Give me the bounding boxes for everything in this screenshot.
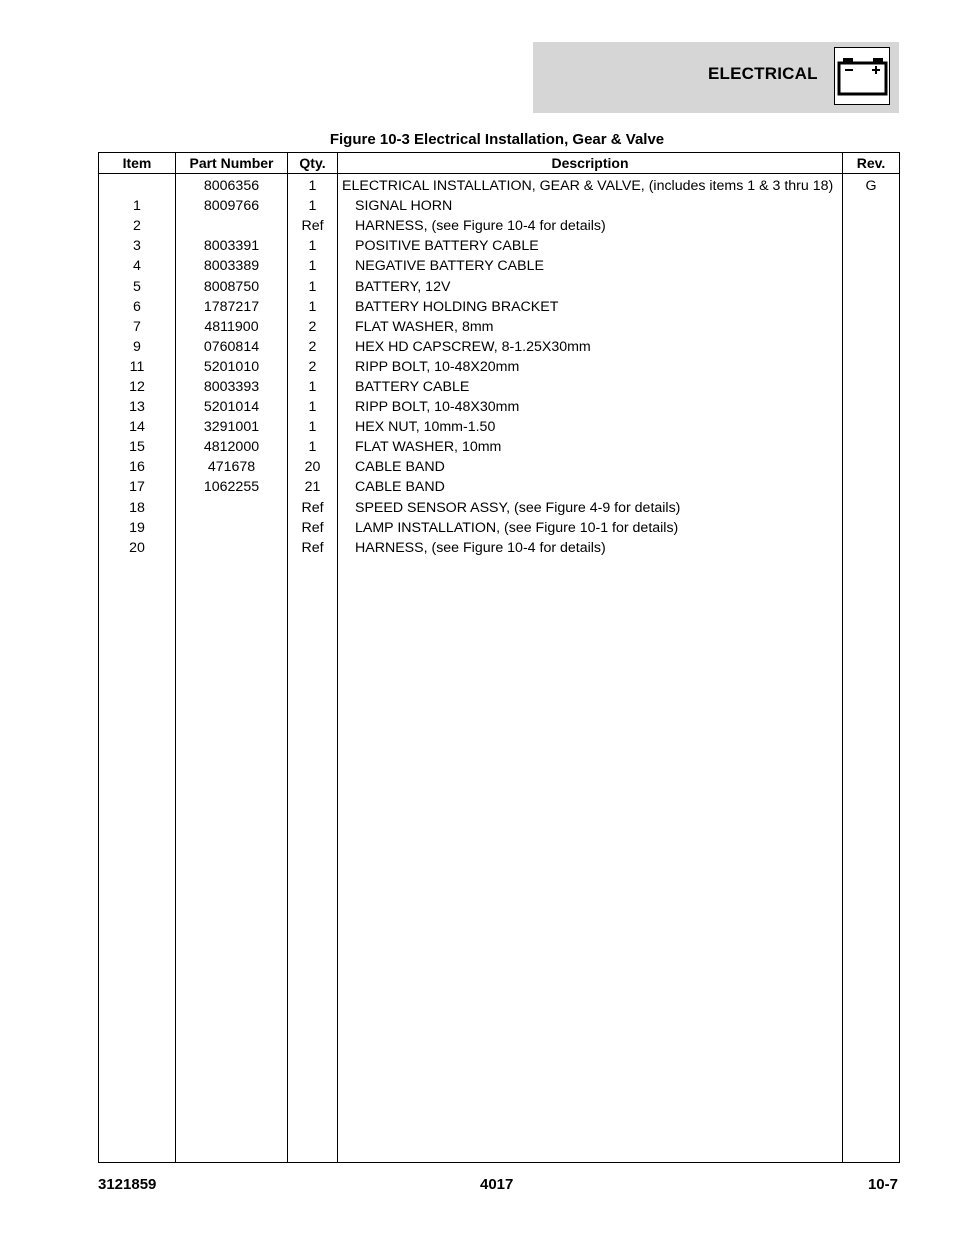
table-row [99, 397, 900, 417]
cell-rev [843, 317, 900, 337]
column-header-rev: Rev. [843, 153, 900, 174]
cell-desc: LAMP INSTALLATION, (see Figure 10-1 for details) [338, 518, 843, 538]
footer-document-number: 3121859 [98, 1176, 157, 1193]
table-row [99, 437, 900, 457]
table-row [99, 518, 900, 538]
cell-qty: 1 [288, 437, 338, 457]
cell-rev [843, 236, 900, 256]
footer-page-number: 10-7 [867, 1176, 898, 1193]
cell-item: 11 [99, 357, 176, 377]
table-row [99, 297, 900, 317]
cell-item: 6 [99, 297, 176, 317]
cell-desc: RIPP BOLT, 10-48X30mm [338, 397, 843, 417]
cell-qty: 2 [288, 337, 338, 357]
cell-part: 4812000 [176, 437, 288, 457]
table-row [99, 236, 900, 256]
cell-desc: RIPP BOLT, 10-48X20mm [338, 357, 843, 377]
cell-rev [843, 457, 900, 477]
cell-qty: 1 [288, 297, 338, 317]
table-row [99, 174, 900, 197]
cell-part [176, 216, 288, 236]
cell-part [176, 538, 288, 558]
cell-qty: 1 [288, 397, 338, 417]
cell-qty: 2 [288, 317, 338, 337]
cell-rev [843, 538, 900, 558]
cell-desc: SIGNAL HORN [338, 196, 843, 216]
table-row [99, 337, 900, 357]
cell-part: 0760814 [176, 337, 288, 357]
cell-rev [843, 498, 900, 518]
cell-rev [843, 276, 900, 296]
cell-part [176, 518, 288, 538]
cell-rev [843, 437, 900, 457]
cell-desc: BATTERY HOLDING BRACKET [338, 297, 843, 317]
cell-qty: 1 [288, 417, 338, 437]
table-row [99, 417, 900, 437]
cell-desc: BATTERY CABLE [338, 377, 843, 397]
cell-desc: POSITIVE BATTERY CABLE [338, 236, 843, 256]
cell-item: 20 [99, 538, 176, 558]
table-row [99, 216, 900, 236]
table-row [99, 457, 900, 477]
table-row [99, 276, 900, 296]
cell-part: 4811900 [176, 317, 288, 337]
cell-desc: BATTERY, 12V [338, 276, 843, 296]
cell-qty: 1 [288, 276, 338, 296]
cell-part: 3291001 [176, 417, 288, 437]
empty-cell [843, 558, 900, 1163]
cell-part: 8003391 [176, 236, 288, 256]
cell-part: 8008750 [176, 276, 288, 296]
cell-qty: 2 [288, 357, 338, 377]
cell-item: 13 [99, 397, 176, 417]
cell-item: 5 [99, 276, 176, 296]
cell-qty: Ref [288, 498, 338, 518]
cell-item: 7 [99, 317, 176, 337]
cell-desc: CABLE BAND [338, 477, 843, 497]
cell-part: 8003393 [176, 377, 288, 397]
cell-rev: G [843, 174, 900, 197]
cell-qty: 1 [288, 256, 338, 276]
section-title: ELECTRICAL [708, 64, 818, 83]
cell-item: 4 [99, 256, 176, 276]
table-row [99, 377, 900, 397]
cell-qty: 20 [288, 457, 338, 477]
cell-item: 16 [99, 457, 176, 477]
cell-rev [843, 518, 900, 538]
cell-item: 3 [99, 236, 176, 256]
battery-icon [834, 47, 890, 105]
table-header-row [99, 153, 900, 174]
empty-cell [288, 558, 338, 1163]
cell-rev [843, 337, 900, 357]
cell-part: 8009766 [176, 196, 288, 216]
cell-desc: SPEED SENSOR ASSY, (see Figure 4-9 for details) [338, 498, 843, 518]
footer-model-number: 4017 [480, 1176, 514, 1193]
cell-item: 9 [99, 337, 176, 357]
cell-part: 5201014 [176, 397, 288, 417]
cell-rev [843, 377, 900, 397]
cell-rev [843, 297, 900, 317]
cell-item: 2 [99, 216, 176, 236]
cell-rev [843, 216, 900, 236]
empty-cell [338, 558, 843, 1163]
cell-part: 8006356 [176, 174, 288, 197]
table-filler-row [99, 558, 900, 1163]
cell-item: 14 [99, 417, 176, 437]
cell-part: 1787217 [176, 297, 288, 317]
cell-item: 15 [99, 437, 176, 457]
cell-rev [843, 357, 900, 377]
cell-qty: 1 [288, 174, 338, 197]
cell-rev [843, 256, 900, 276]
table-row [99, 498, 900, 518]
cell-item: 18 [99, 498, 176, 518]
table-row [99, 196, 900, 216]
cell-desc: HEX NUT, 10mm-1.50 [338, 417, 843, 437]
cell-item: 12 [99, 377, 176, 397]
cell-part [176, 498, 288, 518]
table-row [99, 477, 900, 497]
cell-qty: 21 [288, 477, 338, 497]
cell-qty: 1 [288, 236, 338, 256]
cell-part: 8003389 [176, 256, 288, 276]
column-header-item: Item [99, 153, 176, 174]
cell-qty: Ref [288, 216, 338, 236]
cell-item: 19 [99, 518, 176, 538]
cell-rev [843, 417, 900, 437]
cell-qty: 1 [288, 377, 338, 397]
cell-desc: CABLE BAND [338, 457, 843, 477]
cell-desc: HARNESS, (see Figure 10-4 for details) [338, 538, 843, 558]
cell-rev [843, 196, 900, 216]
empty-cell [99, 558, 176, 1163]
cell-desc: FLAT WASHER, 8mm [338, 317, 843, 337]
parts-table [98, 152, 900, 1163]
cell-rev [843, 477, 900, 497]
cell-part: 471678 [176, 457, 288, 477]
table-row [99, 357, 900, 377]
table-row [99, 538, 900, 558]
cell-desc: HEX HD CAPSCREW, 8-1.25X30mm [338, 337, 843, 357]
cell-item: 1 [99, 196, 176, 216]
cell-qty: 1 [288, 196, 338, 216]
column-header-qty: Qty. [288, 153, 338, 174]
table-row [99, 256, 900, 276]
cell-desc: ELECTRICAL INSTALLATION, GEAR & VALVE, (includes items 1 & 3 thru 18) [338, 174, 843, 197]
cell-item [99, 174, 176, 197]
cell-qty: Ref [288, 518, 338, 538]
cell-qty: Ref [288, 538, 338, 558]
cell-desc: FLAT WASHER, 10mm [338, 437, 843, 457]
cell-part: 1062255 [176, 477, 288, 497]
column-header-part-number: Part Number [176, 153, 288, 174]
column-header-description: Description [338, 153, 843, 174]
table-row [99, 317, 900, 337]
empty-cell [176, 558, 288, 1163]
cell-desc: HARNESS, (see Figure 10-4 for details) [338, 216, 843, 236]
cell-part: 5201010 [176, 357, 288, 377]
figure-title: Figure 10-3 Electrical Installation, Gear & Valve [329, 131, 665, 148]
cell-desc: NEGATIVE BATTERY CABLE [338, 256, 843, 276]
cell-rev [843, 397, 900, 417]
cell-item: 17 [99, 477, 176, 497]
